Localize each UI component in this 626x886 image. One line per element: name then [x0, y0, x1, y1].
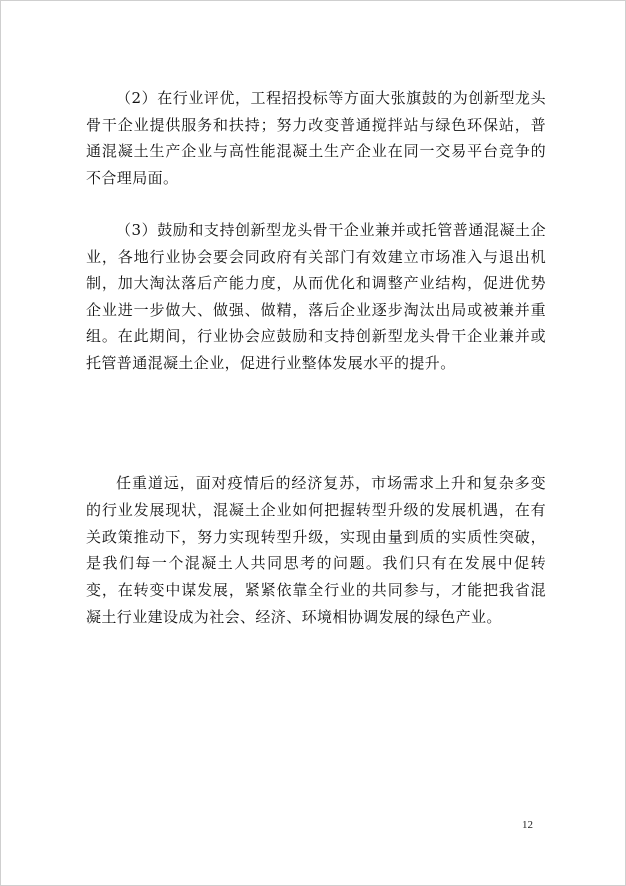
paragraph-conclusion: 任重道远，面对疫情后的经济复苏，市场需求上升和复杂多变的行业发展现状，混凝土企业如何把握转型升级的发展机遇，在有关政策推动下，努力实现转型升级，实现由量到质的实质性突破，是我们每一个混凝土人共同思考的问题。我们只有在发展中促转变，在转变中谋发展，紧紧依靠全行业的共同参与，才能把我省混凝土行业建设成为社会、经济、环境相协调发展的绿色产业。	[86, 474, 546, 626]
paragraph-2-industry-support: （2）在行业评优，工程招投标等方面大张旗鼓的为创新型龙头骨干企业提供服务和扶持；努力改变普通搅拌站与绿色环保站，普通混凝土生产企业与高性能混凝土生产企业在同一交易平台竞争的不合理局面。	[86, 89, 546, 187]
paragraph-3-mergers: （3）鼓励和支持创新型龙头骨干企业兼并或托管普通混凝土企业，各地行业协会要会同政府有关部门有效建立市场准入与退出机制，加大淘汰落后产能力度，从而优化和调整产业结构，促进优势企业进一步做大、做强、做精，落后企业逐步淘汰出局或被兼并重组。在此期间，行业协会应鼓励和支持创新型龙头骨干企业兼并或托管普通混凝土企业，促进行业整体发展水平的提升。	[86, 221, 546, 372]
page-number: 12	[522, 819, 533, 831]
